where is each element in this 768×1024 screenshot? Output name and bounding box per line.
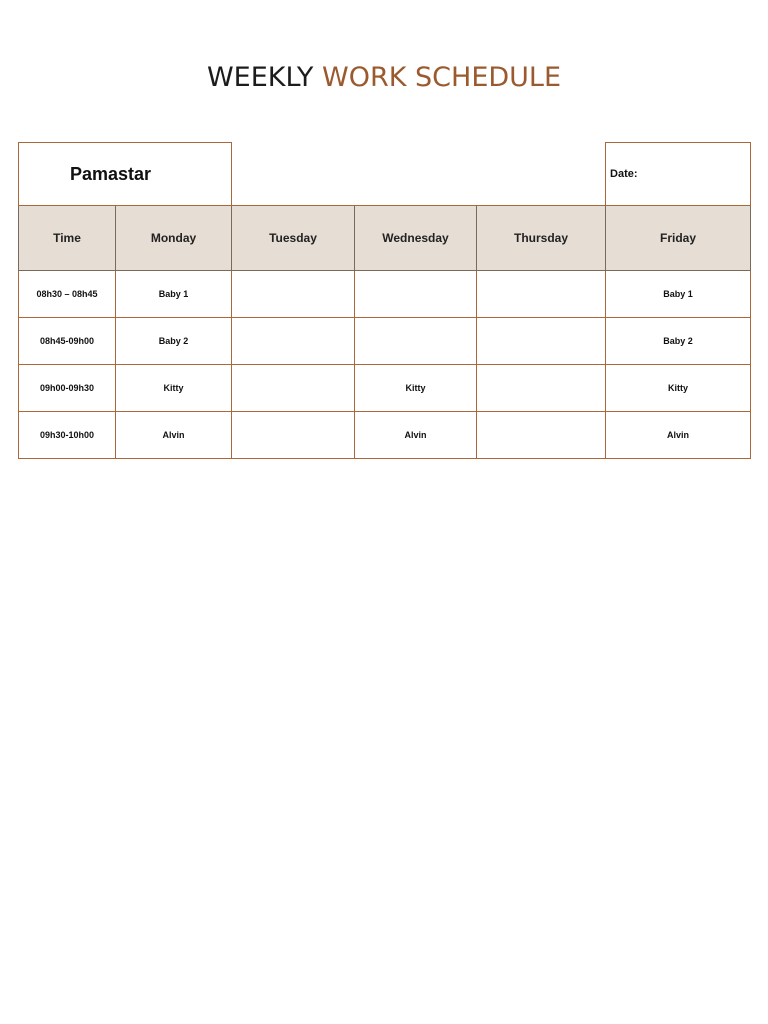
page-title bbox=[0, 58, 768, 98]
friday-cell[interactable]: Alvin bbox=[606, 412, 751, 459]
column-header-tuesday: Tuesday bbox=[232, 206, 355, 271]
time-cell: 08h30 – 08h45 bbox=[19, 271, 116, 318]
title-weekly: WEEKLY bbox=[206, 62, 314, 93]
title-work-schedule: WORK SCHEDULE bbox=[322, 62, 562, 93]
monday-cell[interactable]: Baby 1 bbox=[116, 271, 232, 318]
table-row bbox=[19, 365, 751, 412]
tuesday-cell[interactable] bbox=[232, 318, 355, 365]
monday-cell[interactable]: Alvin bbox=[116, 412, 232, 459]
friday-cell[interactable]: Kitty bbox=[606, 365, 751, 412]
column-header-wednesday: Wednesday bbox=[355, 206, 477, 271]
time-cell: 09h00-09h30 bbox=[19, 365, 116, 412]
wednesday-cell[interactable]: Alvin bbox=[355, 412, 477, 459]
monday-cell[interactable]: Kitty bbox=[116, 365, 232, 412]
company-name: Pamastar bbox=[19, 143, 232, 206]
tuesday-cell[interactable] bbox=[232, 271, 355, 318]
column-header-friday: Friday bbox=[606, 206, 751, 271]
wednesday-cell[interactable]: Kitty bbox=[355, 365, 477, 412]
column-header-monday: Monday bbox=[116, 206, 232, 271]
tuesday-cell[interactable] bbox=[232, 412, 355, 459]
schedule-table bbox=[18, 142, 751, 459]
wednesday-cell[interactable] bbox=[355, 271, 477, 318]
schedule-header-row bbox=[19, 143, 751, 206]
time-cell: 09h30-10h00 bbox=[19, 412, 116, 459]
header-spacer bbox=[232, 143, 606, 206]
table-row bbox=[19, 412, 751, 459]
column-header-row bbox=[19, 206, 751, 271]
thursday-cell[interactable] bbox=[477, 271, 606, 318]
tuesday-cell[interactable] bbox=[232, 365, 355, 412]
thursday-cell[interactable] bbox=[477, 365, 606, 412]
column-header-time: Time bbox=[19, 206, 116, 271]
column-header-thursday: Thursday bbox=[477, 206, 606, 271]
monday-cell[interactable]: Baby 2 bbox=[116, 318, 232, 365]
table-row bbox=[19, 318, 751, 365]
wednesday-cell[interactable] bbox=[355, 318, 477, 365]
date-field[interactable] bbox=[606, 143, 751, 206]
friday-cell[interactable]: Baby 1 bbox=[606, 271, 751, 318]
thursday-cell[interactable] bbox=[477, 412, 606, 459]
table-row bbox=[19, 271, 751, 318]
time-cell: 08h45-09h00 bbox=[19, 318, 116, 365]
friday-cell[interactable]: Baby 2 bbox=[606, 318, 751, 365]
date-label: Date: bbox=[610, 168, 638, 180]
thursday-cell[interactable] bbox=[477, 318, 606, 365]
